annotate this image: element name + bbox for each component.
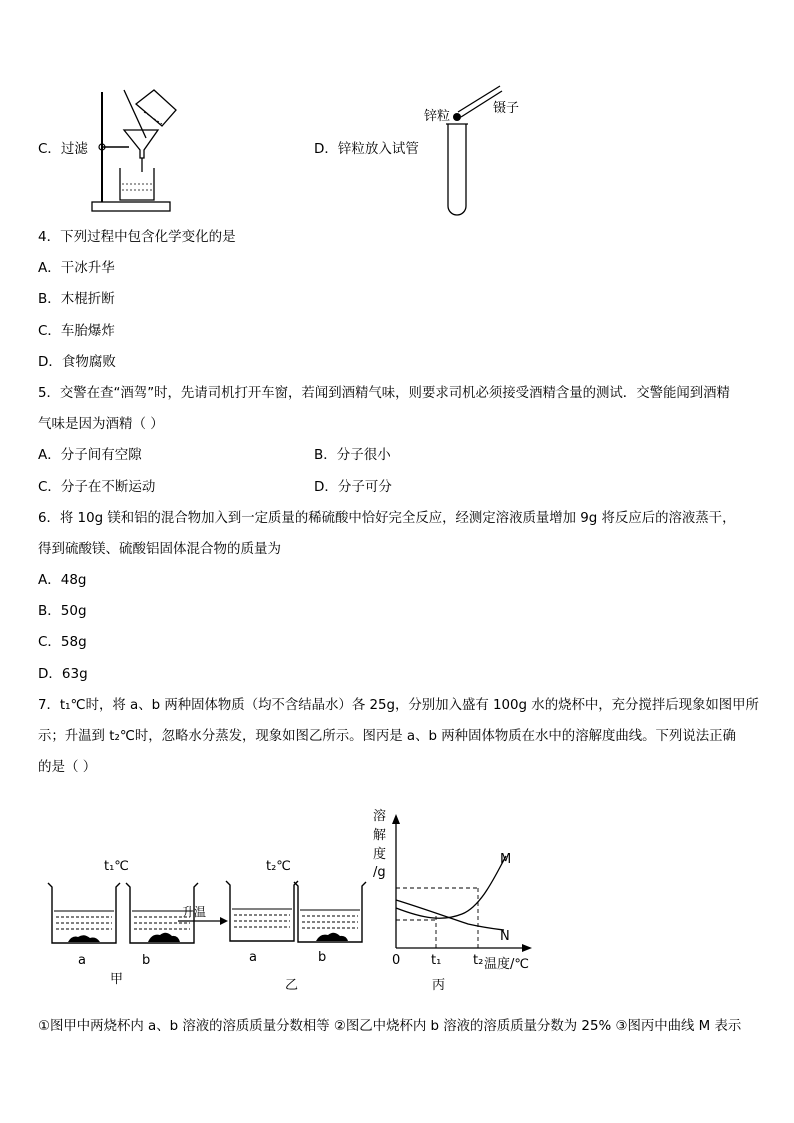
q6-stem-line1: 6．将 10g 镁和铝的混合物加入到一定质量的稀硫酸中恰好完全反应，经测定溶液质量增加 9g 将反应后的溶液蒸干， [38,511,736,526]
solubility-curve-figure [372,810,542,970]
beaker-jia-a [48,883,120,943]
q5-stem-line1: 5．交警在查“酒驾”时，先请司机打开车窗，若闻到酒精气味，则要求司机必须接受酒精含量的测试．交警能闻到酒精 [38,386,730,401]
q3-option-c: C．过滤 [38,141,88,157]
x-tick-t2: t₂ [473,953,484,968]
q6-option-c: C．58g [38,634,87,650]
q4-option-a: A．干冰升华 [38,260,115,276]
jia-a-label: a [78,953,86,968]
curve-n-label: N [500,929,510,944]
q4-option-d: D．食物腐败 [38,354,116,370]
curve-n [396,900,504,930]
y-axis-char-4: /g [373,865,386,880]
y-axis-char-1: 溶 [373,809,387,824]
q5-option-d: D．分子可分 [314,479,392,495]
x-tick-t1: t₁ [431,953,442,968]
zinc-label: 锌粒 [424,109,451,124]
beaker-yi-b-figure [292,880,372,960]
beaker-yi-a [226,881,298,941]
q7-statements: ①图甲中两烧杯内 a、b 溶液的溶质质量分数相等 ②图乙中烧杯内 b 溶液的溶质质量分数为 25% ③图丙中曲线 M 表示 [38,1019,742,1034]
q7-stem-line1: 7．t₁℃时，将 a、b 两种固体物质（均不含结晶水）各 25g，分别加入盛有 100g 水的烧杯中，充分搅拌后现象如图甲所 [38,698,759,713]
q5-stem-line2: 气味是因为酒精（ ） [38,416,164,432]
y-axis-char-3: 度 [373,847,387,862]
q5-option-a: A．分子间有空隙 [38,447,142,463]
curve-m-label: M [500,852,512,867]
q5-option-b: B．分子很小 [314,447,391,463]
q7-stem-line2: 示；升温到 t₂℃时，忽略水分蒸发，现象如图乙所示。图丙是 a、b 两种固体物质在水中的溶解度曲线。下列说法正确 [38,729,736,744]
yi-a-label: a [249,950,257,965]
jia-b-label: b [142,953,151,968]
q4-stem: 4．下列过程中包含化学变化的是 [38,229,236,245]
q7-stem-line3: 的是（ ） [38,759,97,775]
y-axis-char-2: 解 [373,828,387,843]
tweezers-label: 镊子 [493,101,520,116]
yi-b-label: b [318,950,327,965]
t1-label: t₁℃ [104,859,129,874]
curve-m [396,856,506,918]
filtration-apparatus-figure [84,86,194,216]
q6-option-b: B．50g [38,603,87,619]
arrow-label: 升温 [182,905,207,919]
q6-option-d: D．63g [38,666,88,682]
q4-option-c: C．车胎爆炸 [38,323,115,339]
yi-caption: 乙 [285,978,299,993]
q6-stem-line2: 得到硫酸镁、硫酸铝固体混合物的质量为 [38,541,281,557]
x-axis-label: 温度/℃ [484,957,529,972]
origin-label: 0 [392,953,401,968]
jia-caption: 甲 [110,972,124,987]
bing-caption: 丙 [432,978,446,993]
q6-option-a: A．48g [38,572,87,588]
q3-option-d: D．锌粒放入试管 [314,141,419,157]
t2-label: t₂℃ [266,859,291,874]
q5-option-c: C．分子在不断运动 [38,479,156,495]
q4-option-b: B．木棍折断 [38,291,115,307]
